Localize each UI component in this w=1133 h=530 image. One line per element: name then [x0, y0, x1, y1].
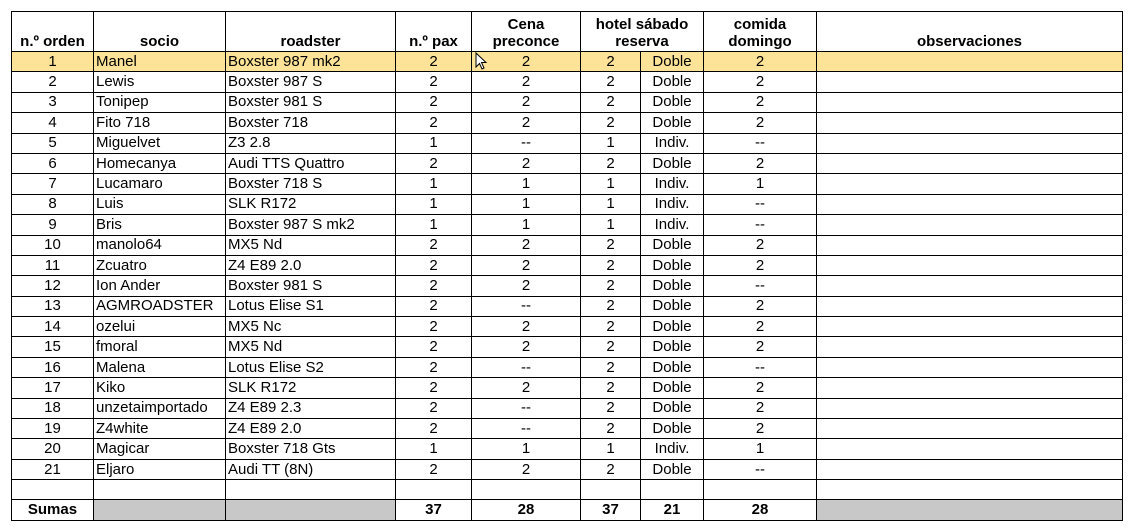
- cell-hotel-type[interactable]: Indiv.: [641, 133, 704, 153]
- cell-observaciones[interactable]: [817, 255, 1123, 275]
- header-pax[interactable]: n.º pax: [396, 12, 472, 52]
- cell-socio[interactable]: Magicar: [94, 439, 226, 459]
- cell-pax[interactable]: 2: [396, 52, 472, 72]
- cell-observaciones[interactable]: [817, 235, 1123, 255]
- cell-observaciones[interactable]: [817, 72, 1123, 92]
- cell-observaciones[interactable]: [817, 439, 1123, 459]
- cell-pax[interactable]: 2: [396, 113, 472, 133]
- cell-observaciones[interactable]: [817, 92, 1123, 112]
- cell-cena[interactable]: 2: [472, 317, 581, 337]
- cell-orden[interactable]: 18: [12, 398, 94, 418]
- cell-hotel-type[interactable]: Doble: [641, 113, 704, 133]
- cell-hotel-count[interactable]: 1: [581, 174, 641, 194]
- cell-roadster[interactable]: Z4 E89 2.0: [226, 255, 396, 275]
- cell-roadster[interactable]: MX5 Nd: [226, 235, 396, 255]
- cell-comida[interactable]: 2: [704, 419, 817, 439]
- cell-comida[interactable]: 2: [704, 235, 817, 255]
- cell-cena[interactable]: 2: [472, 378, 581, 398]
- sum-comida[interactable]: 28: [704, 500, 817, 520]
- cell-observaciones[interactable]: [817, 378, 1123, 398]
- cell-hotel-count[interactable]: 2: [581, 459, 641, 479]
- table-row: [12, 439, 1123, 459]
- cell-cena[interactable]: --: [472, 398, 581, 418]
- empty-cell[interactable]: [581, 480, 641, 500]
- cell-observaciones[interactable]: [817, 52, 1123, 72]
- header-roadster[interactable]: roadster: [226, 12, 396, 52]
- cell-pax[interactable]: 2: [396, 92, 472, 112]
- cell-orden[interactable]: 9: [12, 215, 94, 235]
- table-row: [12, 194, 1123, 214]
- empty-cell[interactable]: [94, 480, 226, 500]
- cell-comida[interactable]: 2: [704, 92, 817, 112]
- table-row: [12, 357, 1123, 377]
- cell-pax[interactable]: 1: [396, 215, 472, 235]
- sums-roadster-cell[interactable]: [226, 500, 396, 520]
- cell-hotel-type[interactable]: Doble: [641, 296, 704, 316]
- cell-pax[interactable]: 2: [396, 153, 472, 173]
- cell-hotel-count[interactable]: 2: [581, 255, 641, 275]
- cell-observaciones[interactable]: [817, 337, 1123, 357]
- cell-roadster[interactable]: SLK R172: [226, 378, 396, 398]
- sums-row: [12, 500, 1123, 520]
- cell-hotel-count[interactable]: 2: [581, 72, 641, 92]
- cell-orden[interactable]: 17: [12, 378, 94, 398]
- cell-pax[interactable]: 2: [396, 357, 472, 377]
- cell-comida[interactable]: --: [704, 459, 817, 479]
- cell-socio[interactable]: AGMROADSTER: [94, 296, 226, 316]
- cell-roadster[interactable]: Boxster 718 Gts: [226, 439, 396, 459]
- cell-comida[interactable]: 2: [704, 378, 817, 398]
- cell-roadster[interactable]: Boxster 718: [226, 113, 396, 133]
- cell-pax[interactable]: 2: [396, 317, 472, 337]
- cell-orden[interactable]: 16: [12, 357, 94, 377]
- cell-cena[interactable]: 2: [472, 459, 581, 479]
- cell-orden[interactable]: 13: [12, 296, 94, 316]
- cell-pax[interactable]: 2: [396, 276, 472, 296]
- cell-socio[interactable]: Malena: [94, 357, 226, 377]
- cell-cena[interactable]: 1: [472, 174, 581, 194]
- table-row: [12, 113, 1123, 133]
- cell-socio[interactable]: Bris: [94, 215, 226, 235]
- cell-observaciones[interactable]: [817, 357, 1123, 377]
- cell-observaciones[interactable]: [817, 194, 1123, 214]
- cell-hotel-type[interactable]: Doble: [641, 337, 704, 357]
- cell-socio[interactable]: Lewis: [94, 72, 226, 92]
- cell-socio[interactable]: Eljaro: [94, 459, 226, 479]
- sum-pax[interactable]: 37: [396, 500, 472, 520]
- sum-hotel-doble[interactable]: 21: [641, 500, 704, 520]
- table-row: [12, 378, 1123, 398]
- cell-comida[interactable]: --: [704, 276, 817, 296]
- cell-roadster[interactable]: Boxster 987 S mk2: [226, 215, 396, 235]
- cell-socio[interactable]: unzetaimportado: [94, 398, 226, 418]
- cell-orden[interactable]: 15: [12, 337, 94, 357]
- empty-row: [12, 480, 1123, 500]
- cell-cena[interactable]: 2: [472, 153, 581, 173]
- empty-cell[interactable]: [12, 480, 94, 500]
- cell-hotel-type[interactable]: Doble: [641, 235, 704, 255]
- cell-socio[interactable]: fmoral: [94, 337, 226, 357]
- sums-socio-cell[interactable]: [94, 500, 226, 520]
- cell-pax[interactable]: 2: [396, 235, 472, 255]
- cell-observaciones[interactable]: [817, 153, 1123, 173]
- cell-comida[interactable]: 2: [704, 113, 817, 133]
- header-cena[interactable]: Cena preconce: [472, 12, 581, 52]
- cell-observaciones[interactable]: [817, 398, 1123, 418]
- cell-hotel-type[interactable]: Doble: [641, 276, 704, 296]
- cell-comida[interactable]: 2: [704, 398, 817, 418]
- cell-roadster[interactable]: Audi TT (8N): [226, 459, 396, 479]
- table-row: [12, 72, 1123, 92]
- cell-hotel-type[interactable]: Doble: [641, 255, 704, 275]
- cell-cena[interactable]: 2: [472, 235, 581, 255]
- cell-comida[interactable]: 1: [704, 174, 817, 194]
- cell-orden[interactable]: 21: [12, 459, 94, 479]
- cell-pax[interactable]: 2: [396, 398, 472, 418]
- cell-orden[interactable]: 4: [12, 113, 94, 133]
- cell-comida[interactable]: --: [704, 215, 817, 235]
- cell-socio[interactable]: Tonipep: [94, 92, 226, 112]
- header-hotel[interactable]: hotel sábado reserva: [581, 12, 704, 52]
- cell-observaciones[interactable]: [817, 133, 1123, 153]
- cell-cena[interactable]: 1: [472, 194, 581, 214]
- cell-hotel-count[interactable]: 2: [581, 398, 641, 418]
- cell-socio[interactable]: manolo64: [94, 235, 226, 255]
- cell-hotel-count[interactable]: 2: [581, 276, 641, 296]
- cell-hotel-count[interactable]: 2: [581, 419, 641, 439]
- empty-cell[interactable]: [817, 480, 1123, 500]
- cell-cena[interactable]: --: [472, 357, 581, 377]
- header-socio[interactable]: socio: [94, 12, 226, 52]
- empty-cell[interactable]: [472, 480, 581, 500]
- table-row: [12, 337, 1123, 357]
- table-row: [12, 419, 1123, 439]
- cell-pax[interactable]: 1: [396, 174, 472, 194]
- cell-hotel-type[interactable]: Indiv.: [641, 439, 704, 459]
- table-row: [12, 398, 1123, 418]
- cell-roadster[interactable]: Boxster 987 S: [226, 72, 396, 92]
- cell-hotel-type[interactable]: Doble: [641, 398, 704, 418]
- sums-observaciones-cell[interactable]: [817, 500, 1123, 520]
- cell-hotel-count[interactable]: 2: [581, 296, 641, 316]
- cell-hotel-count[interactable]: 2: [581, 92, 641, 112]
- cell-hotel-type[interactable]: Indiv.: [641, 194, 704, 214]
- cell-hotel-count[interactable]: 2: [581, 153, 641, 173]
- cell-socio[interactable]: Homecanya: [94, 153, 226, 173]
- cell-hotel-count[interactable]: 2: [581, 317, 641, 337]
- cell-pax[interactable]: 1: [396, 194, 472, 214]
- sum-hotel-count[interactable]: 37: [581, 500, 641, 520]
- cell-cena[interactable]: 2: [472, 337, 581, 357]
- cell-comida[interactable]: 2: [704, 296, 817, 316]
- sum-cena[interactable]: 28: [472, 500, 581, 520]
- cell-comida[interactable]: 1: [704, 439, 817, 459]
- cell-observaciones[interactable]: [817, 419, 1123, 439]
- empty-cell[interactable]: [704, 480, 817, 500]
- cell-comida[interactable]: --: [704, 194, 817, 214]
- table-row: [12, 133, 1123, 153]
- cell-cena[interactable]: 2: [472, 255, 581, 275]
- cell-orden[interactable]: 10: [12, 235, 94, 255]
- cell-hotel-type[interactable]: Doble: [641, 52, 704, 72]
- cell-observaciones[interactable]: [817, 113, 1123, 133]
- mouse-pointer-icon: [475, 52, 489, 72]
- table-row: [12, 174, 1123, 194]
- cell-roadster[interactable]: Boxster 718 S: [226, 174, 396, 194]
- cell-cena[interactable]: 2: [472, 92, 581, 112]
- cell-pax[interactable]: 2: [396, 337, 472, 357]
- cell-socio[interactable]: Ion Ander: [94, 276, 226, 296]
- cell-hotel-type[interactable]: Doble: [641, 459, 704, 479]
- cell-hotel-type[interactable]: Doble: [641, 153, 704, 173]
- cell-socio[interactable]: Manel: [94, 52, 226, 72]
- cell-cena[interactable]: 1: [472, 215, 581, 235]
- cell-orden[interactable]: 2: [12, 72, 94, 92]
- table-row: [12, 255, 1123, 275]
- cell-socio[interactable]: Lucamaro: [94, 174, 226, 194]
- cell-roadster[interactable]: Boxster 987 mk2: [226, 52, 396, 72]
- table-row: [12, 215, 1123, 235]
- cell-hotel-count[interactable]: 1: [581, 439, 641, 459]
- cell-socio[interactable]: Zcuatro: [94, 255, 226, 275]
- cell-hotel-count[interactable]: 2: [581, 52, 641, 72]
- empty-cell[interactable]: [396, 480, 472, 500]
- cell-hotel-count[interactable]: 1: [581, 194, 641, 214]
- cell-comida[interactable]: 2: [704, 317, 817, 337]
- cell-roadster[interactable]: MX5 Nc: [226, 317, 396, 337]
- cell-hotel-type[interactable]: Doble: [641, 317, 704, 337]
- cell-comida[interactable]: 2: [704, 255, 817, 275]
- cell-comida[interactable]: 2: [704, 337, 817, 357]
- empty-cell[interactable]: [641, 480, 704, 500]
- cell-cena[interactable]: 1: [472, 439, 581, 459]
- cell-pax[interactable]: 2: [396, 378, 472, 398]
- table-row: [12, 235, 1123, 255]
- cell-hotel-count[interactable]: 1: [581, 133, 641, 153]
- cell-hotel-type[interactable]: Doble: [641, 378, 704, 398]
- cell-cena[interactable]: --: [472, 296, 581, 316]
- cell-socio[interactable]: Miguelvet: [94, 133, 226, 153]
- cell-cena[interactable]: --: [472, 133, 581, 153]
- cell-roadster[interactable]: Z4 E89 2.3: [226, 398, 396, 418]
- cell-pax[interactable]: 2: [396, 296, 472, 316]
- cell-observaciones[interactable]: [817, 215, 1123, 235]
- cell-hotel-type[interactable]: Indiv.: [641, 174, 704, 194]
- cell-roadster[interactable]: Z3 2.8: [226, 133, 396, 153]
- table-row: [12, 296, 1123, 316]
- header-comida[interactable]: comida domingo: [704, 12, 817, 52]
- cell-roadster[interactable]: MX5 Nd: [226, 337, 396, 357]
- cell-orden[interactable]: 5: [12, 133, 94, 153]
- cell-orden[interactable]: 7: [12, 174, 94, 194]
- header-row: [12, 12, 1123, 52]
- cell-comida[interactable]: 2: [704, 52, 817, 72]
- cell-pax[interactable]: 2: [396, 72, 472, 92]
- cell-comida[interactable]: 2: [704, 72, 817, 92]
- cell-orden[interactable]: 3: [12, 92, 94, 112]
- table-row: [12, 92, 1123, 112]
- cell-pax[interactable]: 2: [396, 419, 472, 439]
- cell-orden[interactable]: 20: [12, 439, 94, 459]
- cell-orden[interactable]: 8: [12, 194, 94, 214]
- cell-roadster[interactable]: Boxster 981 S: [226, 276, 396, 296]
- cell-observaciones[interactable]: [817, 276, 1123, 296]
- cell-observaciones[interactable]: [817, 174, 1123, 194]
- cell-observaciones[interactable]: [817, 317, 1123, 337]
- empty-cell[interactable]: [226, 480, 396, 500]
- cell-hotel-count[interactable]: 2: [581, 357, 641, 377]
- cell-socio[interactable]: Z4white: [94, 419, 226, 439]
- cell-orden[interactable]: 1: [12, 52, 94, 72]
- cell-observaciones[interactable]: [817, 296, 1123, 316]
- cell-comida[interactable]: --: [704, 133, 817, 153]
- table-row: [12, 52, 1123, 72]
- cell-pax[interactable]: 1: [396, 439, 472, 459]
- sums-label[interactable]: Sumas: [12, 500, 94, 520]
- cell-socio[interactable]: Luis: [94, 194, 226, 214]
- cell-hotel-count[interactable]: 2: [581, 337, 641, 357]
- cell-hotel-type[interactable]: Doble: [641, 72, 704, 92]
- cell-hotel-count[interactable]: 2: [581, 378, 641, 398]
- cell-roadster[interactable]: SLK R172: [226, 194, 396, 214]
- cell-cena[interactable]: --: [472, 419, 581, 439]
- cell-socio[interactable]: Kiko: [94, 378, 226, 398]
- cell-socio[interactable]: ozelui: [94, 317, 226, 337]
- cell-hotel-type[interactable]: Doble: [641, 357, 704, 377]
- cell-roadster[interactable]: Z4 E89 2.0: [226, 419, 396, 439]
- cell-roadster[interactable]: Audi TTS Quattro: [226, 153, 396, 173]
- cell-hotel-type[interactable]: Doble: [641, 419, 704, 439]
- cell-comida[interactable]: --: [704, 357, 817, 377]
- table-row: [12, 459, 1123, 479]
- cell-cena[interactable]: 2: [472, 276, 581, 296]
- cell-socio[interactable]: Fito 718: [94, 113, 226, 133]
- cell-pax[interactable]: 2: [396, 459, 472, 479]
- cell-cena[interactable]: 2: [472, 72, 581, 92]
- cell-hotel-type[interactable]: Indiv.: [641, 215, 704, 235]
- cell-pax[interactable]: 1: [396, 133, 472, 153]
- cell-cena[interactable]: 2: [472, 113, 581, 133]
- cell-observaciones[interactable]: [817, 459, 1123, 479]
- cell-roadster[interactable]: Lotus Elise S2: [226, 357, 396, 377]
- cell-orden[interactable]: 12: [12, 276, 94, 296]
- cell-hotel-count[interactable]: 2: [581, 235, 641, 255]
- cell-hotel-count[interactable]: 1: [581, 215, 641, 235]
- header-observaciones[interactable]: observaciones: [817, 12, 1123, 52]
- cell-cena[interactable]: 2: [472, 52, 581, 72]
- cell-roadster[interactable]: Boxster 981 S: [226, 92, 396, 112]
- cell-pax[interactable]: 2: [396, 255, 472, 275]
- cell-comida[interactable]: 2: [704, 153, 817, 173]
- header-orden[interactable]: n.º orden: [12, 12, 94, 52]
- reservations-sheet: [11, 11, 1123, 521]
- cell-hotel-count[interactable]: 2: [581, 113, 641, 133]
- cell-orden[interactable]: 14: [12, 317, 94, 337]
- cell-orden[interactable]: 11: [12, 255, 94, 275]
- cell-roadster[interactable]: Lotus Elise S1: [226, 296, 396, 316]
- table-row: [12, 276, 1123, 296]
- cell-hotel-type[interactable]: Doble: [641, 92, 704, 112]
- cell-orden[interactable]: 6: [12, 153, 94, 173]
- table-row: [12, 317, 1123, 337]
- cell-orden[interactable]: 19: [12, 419, 94, 439]
- table-row: [12, 153, 1123, 173]
